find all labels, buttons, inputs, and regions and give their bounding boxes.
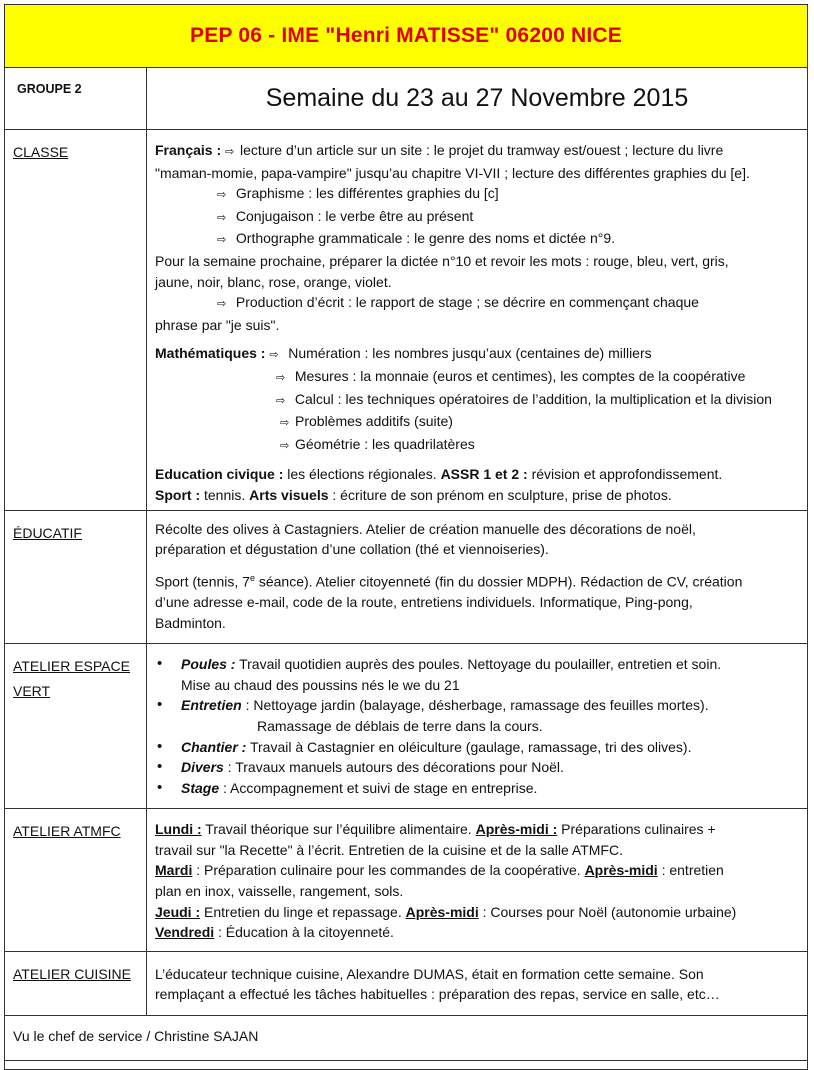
header-row [5, 68, 808, 130]
production-line-2: phrase par "je suis". [155, 316, 280, 333]
educatif-p2-line2: d’une adresse e-mail, code de la route, entretiens individuels. Informatique, Ping-pong, [155, 593, 693, 610]
educatif-p2-line1: Sport (tennis, 7e séance). Atelier citoyenneté (fin du dossier MDPH). Rédaction de CV, création [155, 572, 743, 590]
list-item: • Divers : Travaux manuels autours des décorations pour Noël. [155, 757, 799, 778]
vendredi-line: Vendredi : Éducation à la citoyenneté. [155, 924, 394, 941]
francais-line-2: "maman-momie, papa-vampire" jusqu’au chapitre VI-VII ; lecture des différentes graphies du [e]. [155, 164, 750, 181]
right-arrow-icon: ⇨ [217, 210, 227, 224]
mesures-line: ⇨ Mesures : la monnaie (euros et centimes), les comptes de la coopérative [155, 366, 799, 389]
section-label-educatif: ÉDUCATIF [5, 510, 147, 644]
francais-line: Français : ⇨ lecture d’un article sur un site : le projet du tramway est/ouest ; lecture du livre [155, 140, 799, 163]
geometrie-line: ⇨ Géométrie : les quadrilatères [155, 434, 799, 457]
title-row [5, 5, 808, 68]
mardi-line: Mardi : Préparation culinaire pour les commandes de la coopérative. Après-midi : entretien [155, 862, 724, 879]
sport-line: Sport : tennis. Arts visuels : écriture de son prénom en sculpture, prise de photos. [155, 486, 672, 503]
problemes-line: ⇨ Problèmes additifs (suite) [155, 411, 799, 434]
report-table [4, 4, 808, 1070]
section-label-cuisine: ATELIER CUISINE [5, 951, 147, 1015]
section-content-classe [147, 130, 808, 511]
section-espace-vert [5, 644, 808, 809]
right-arrow-icon: ⇨ [217, 297, 227, 311]
graphisme-line: ⇨ Graphisme : les différentes graphies du [c] [155, 183, 799, 206]
section-atmfc [5, 809, 808, 952]
section-content-educatif [147, 510, 808, 644]
section-label-classe: CLASSE [5, 130, 147, 511]
semaine-prochaine-line: Pour la semaine prochaine, préparer la dictée n°10 et revoir les mots : rouge, bleu, vert, gris, [155, 252, 729, 269]
educatif-p2-line3: Badminton. [155, 614, 226, 631]
list-item: • Poules : Travail quotidien auprès des poules. Nettoyage du poulailler, entretien et soin. Mise au chaud des poussins nés le we du 21 [155, 654, 799, 695]
right-arrow-icon: ⇨ [217, 188, 227, 202]
mardi-line-2: plan en inox, vaisselle, rangement, sols. [155, 883, 404, 900]
section-classe [5, 130, 808, 511]
footer-signature: Vu le chef de service / Christine SAJAN [5, 1016, 808, 1061]
list-item: • Entretien : Nettoyage jardin (balayage, désherbage, ramassage des feuilles mortes). Ramassage de déblais de terre dans la cours. [155, 695, 799, 736]
section-cuisine [5, 951, 808, 1015]
orthographe-line: ⇨ Orthographe grammaticale : le genre des noms et dictée n°9. [155, 228, 799, 251]
list-item: • Chantier : Travail à Castagnier en oléiculture (gaulage, ramassage, tri des olives). [155, 737, 799, 758]
section-label-atmfc: ATELIER ATMFC [5, 809, 147, 952]
blank-row [5, 1061, 808, 1070]
right-arrow-icon: ⇨ [280, 416, 290, 430]
week-title: Semaine du 23 au 27 Novembre 2015 [147, 68, 808, 130]
right-arrow-icon: ⇨ [276, 393, 286, 407]
calcul-line: ⇨ Calcul : les techniques opératoires de l’addition, la multiplication et la division [155, 389, 799, 412]
blank-cell [5, 1061, 808, 1070]
section-label-espace-vert: ATELIER ESPACE VERT [5, 644, 147, 809]
section-content-espace-vert [147, 644, 808, 809]
section-educatif [5, 510, 808, 644]
list-item: • Stage : Accompagnement et suivi de stage en entreprise. [155, 778, 799, 799]
espace-vert-list [155, 654, 799, 798]
maths-label: Mathématiques : [155, 345, 266, 362]
maths-line: Mathématiques : ⇨ Numération : les nombres jusqu’aux (centaines de) milliers [155, 343, 799, 366]
right-arrow-icon: ⇨ [276, 370, 286, 384]
francais-label: Français : [155, 142, 222, 158]
educatif-p1-line2: préparation et dégustation d’une collation (thé et viennoiseries). [155, 541, 549, 558]
cuisine-line1: L’éducateur technique cuisine, Alexandre DUMAS, était en formation cette semaine. Son [155, 965, 704, 982]
semaine-prochaine-line-2: jaune, noir, blanc, rose, orange, violet. [155, 273, 392, 290]
civique-line: Education civique : les élections régionales. ASSR 1 et 2 : révision et approfondissement. [155, 466, 723, 483]
cuisine-line2: remplaçant a effectué les tâches habituelles : préparation des repas, service en salle, etc… [155, 986, 720, 1003]
production-line: ⇨ Production d’écrit : le rapport de stage ; se décrire en commençant chaque [155, 292, 799, 315]
conjugaison-line: ⇨ Conjugaison : le verbe être au présent [155, 206, 799, 229]
group-label: GROUPE 2 [5, 68, 147, 130]
right-arrow-icon: ⇨ [217, 233, 227, 247]
footer-row [5, 1016, 808, 1061]
lundi-line: Lundi : Travail théorique sur l’équilibre alimentaire. Après-midi : Préparations culinaires + [155, 821, 716, 838]
section-content-atmfc [147, 809, 808, 952]
right-arrow-icon: ⇨ [269, 348, 279, 362]
educatif-p1-line1: Récolte des olives à Castagniers. Atelier de création manuelle des décorations de noël, [155, 520, 696, 537]
document-title: PEP 06 - IME "Henri MATISSE" 06200 NICE [190, 24, 622, 47]
lundi-line-2: travail sur "la Recette" à l’écrit. Entretien de la cuisine et de la salle ATMFC. [155, 841, 623, 858]
right-arrow-icon: ⇨ [280, 438, 290, 452]
right-arrow-icon: ⇨ [225, 145, 235, 158]
title-banner [5, 5, 808, 68]
jeudi-line: Jeudi : Entretien du linge et repassage. Après-midi : Courses pour Noël (autonomie urbaine) [155, 903, 737, 920]
section-content-cuisine [147, 951, 808, 1015]
